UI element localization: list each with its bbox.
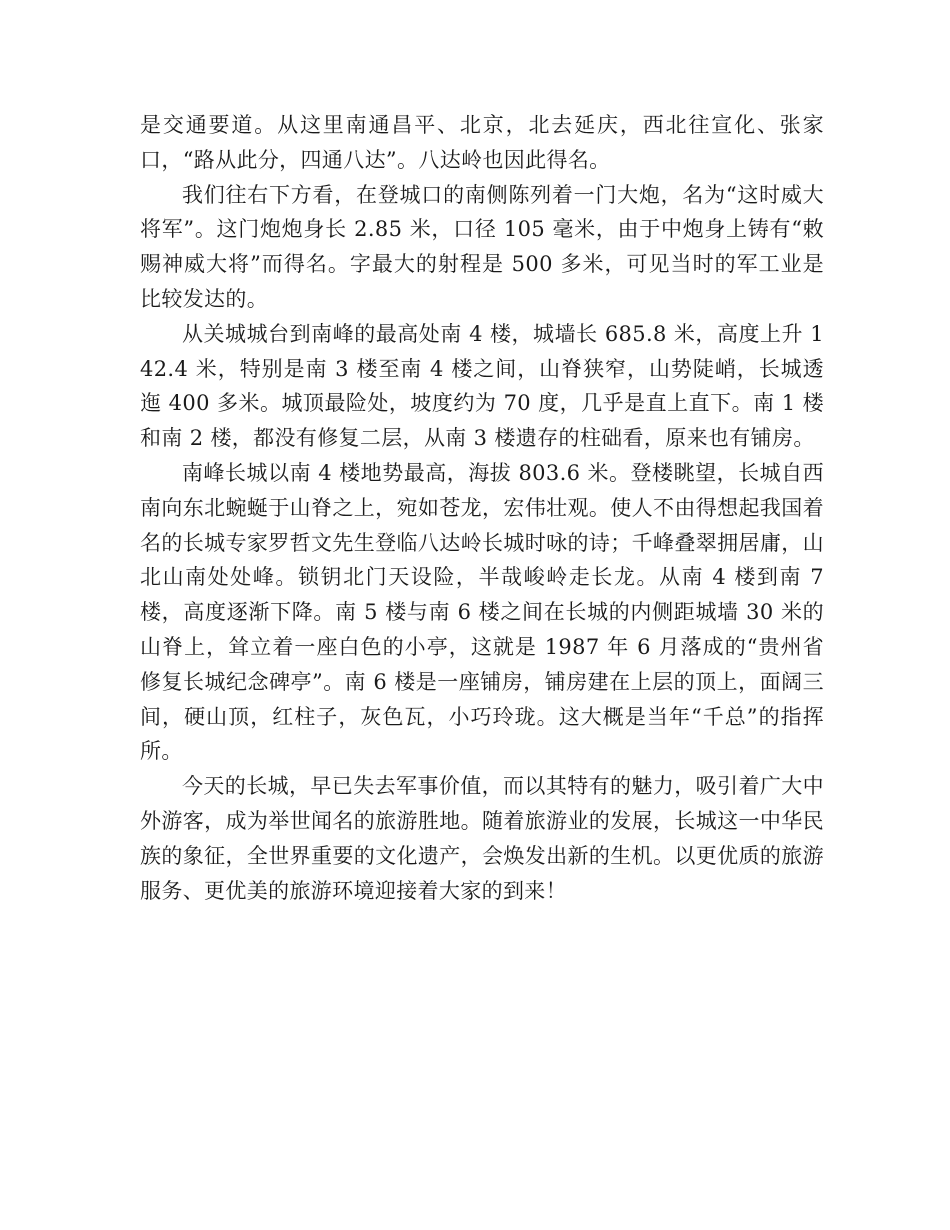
paragraph-4: 南峰长城以南 4 楼地势最高，海拔 803.6 米。登楼眺望，长城自西南向东北蜿蜒于山脊之上，宛如苍龙，宏伟壮观。使人不由得想起我国着名的长城专家罗哲文先生登临八达岭长城时咏的诗；千峰叠翠拥居庸，山北山南处处峰。锁钥北门天设险，半哉峻岭走长龙。从南 4 楼到南 7 楼，高度逐渐下降。南 5 楼与南 6 楼之间在长城的内侧距城墙 30 米的山脊上，耸立着一座白色的小亭，这就是 1987 年 6 月落成的“贵州省修复长城纪念碑亭”。南 6 楼是一座铺房，铺房建在上层的顶上，面阔三间，硬山顶，红柱子，灰色瓦，小巧玲珑。这大概是当年“千总”的指挥所。 (140, 460, 824, 764)
paragraph-3: 从关城城台到南峰的最高处南 4 楼，城墙长 685.8 米，高度上升 142.4 米，特别是南 3 楼至南 4 楼之间，山脊狭窄，山势陡峭，长城透迤 400 多米。城顶最险处，坡度约为 70 度，几乎是直上直下。南 1 楼和南 2 楼，都没有修复二层，从南 3 楼遗存的柱础看，原来也有铺房。 (140, 321, 824, 451)
paragraph-1: 是交通要道。从这里南通昌平、北京，北去延庆，西北往宣化、张家口，“路从此分，四通八达”。八达岭也因此得名。 (140, 113, 824, 172)
document-body (140, 108, 824, 908)
paragraph-2: 我们往右下方看，在登城口的南侧陈列着一门大炮，名为“这时威大将军”。这门炮炮身长 2.85 米，口径 105 毫米，由于中炮身上铸有“敕赐神威大将”而得名。字最大的射程是 500 多米，可见当时的军工业是比较发达的。 (140, 182, 824, 311)
paragraph-5: 今天的长城，早已失去军事价值，而以其特有的魅力，吸引着广大中外游客，成为举世闻名的旅游胜地。随着旅游业的发展，长城这一中华民族的象征，全世界重要的文化遗产，会焕发出新的生机。以更优质的旅游服务、更优美的旅游环境迎接着大家的到来！ (140, 774, 824, 903)
